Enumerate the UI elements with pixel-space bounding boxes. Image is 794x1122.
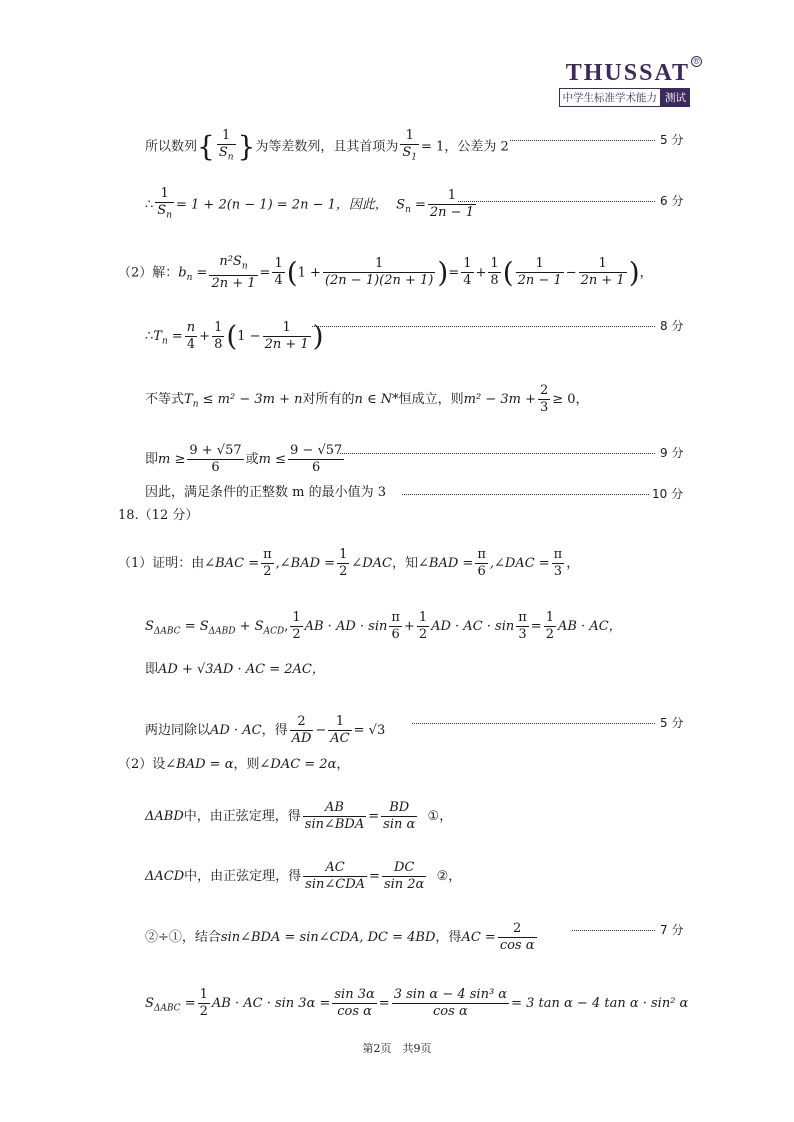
sub: n [186,272,193,283]
text: ∴ [145,197,154,213]
text: 中，由正弦定理，得 [184,869,302,884]
text: = [448,265,460,281]
text: = [378,996,390,1011]
text: = [184,996,196,1011]
den: AD [291,731,312,746]
den [155,203,174,224]
line-12 [145,714,385,747]
text: 1 + [297,265,321,281]
text: ②， [436,869,462,884]
fraction [187,443,243,476]
paren: ( [286,255,298,289]
fraction [263,320,311,353]
text: S [145,619,154,634]
fraction [198,987,210,1020]
text: 不等式 [145,392,185,407]
num: 1 [263,320,311,337]
num: 2 [290,714,314,731]
num: 1 [328,714,351,731]
thussat-logo [559,57,701,107]
text: T [184,392,193,407]
fraction [400,128,419,166]
text: ∠BAD = α [165,757,234,772]
text: + [475,265,487,281]
num: 1 [323,256,435,273]
fraction [544,610,556,643]
num: 1 [214,320,223,335]
den: 3 [518,627,527,642]
text: = [368,809,380,824]
text: m ≤ [258,452,287,467]
text: ，知 [392,556,419,571]
logo-subtitle [559,88,691,107]
text: 或 [245,452,259,467]
num: 1 [545,610,554,625]
num [209,254,257,276]
line-15 [145,860,461,893]
sub: ΔABC [153,626,181,637]
text: 两边同除以 [145,723,211,738]
den: 2n + 1 [211,275,256,291]
text: AB · AC， [557,619,622,634]
text: m² − 3m + [463,392,536,407]
sub: 1 [411,152,418,163]
den: 2n − 1 [517,273,562,289]
num: 9 + √57 [189,443,242,458]
den: 2 [263,564,272,579]
sub: n [166,210,172,221]
den [400,145,419,166]
den: 4 [463,273,472,289]
fraction [461,256,473,289]
num: AB [303,800,366,817]
den: 2 [199,1004,208,1019]
line-4 [145,320,324,353]
num: DC [382,860,426,877]
fraction [382,860,426,893]
fraction [303,860,367,893]
num: π [518,610,527,625]
text: ,∠BAD = [275,556,336,571]
text: = [171,329,183,344]
text: ①， [427,809,453,824]
num: 2 [498,921,537,938]
den: sin α [383,817,416,832]
text: ，得 [261,723,288,738]
line-16 [145,921,539,954]
sub: n [405,204,411,215]
logo-sub-b: 测试 [661,88,690,107]
text: ∴ [145,329,154,344]
text: sin∠BDA = sin∠CDA, DC = 4BD [220,930,436,945]
line-13 [118,756,349,774]
den-text: S [218,145,228,160]
num: 1 [490,256,499,272]
fraction [217,128,236,166]
den: 4 [186,337,196,352]
num: 1 [400,128,419,145]
brace-open: { [197,129,215,163]
score: 5 分 [660,716,684,730]
den: 6 [391,627,400,642]
num: π [477,547,486,562]
line-7: 因此，满足条件的正整数 m 的最小值为 3 [145,485,386,500]
num: 1 [579,256,627,273]
den: 2 [418,627,428,642]
text: 1 − [237,329,261,344]
text: ,∠DAC = [489,556,550,571]
sub: n [192,399,199,410]
line-9 [118,547,579,580]
text: = [415,197,426,213]
num: 9 − √57 [290,443,343,458]
num: 1 [199,987,208,1002]
dotted-leader [510,140,655,141]
text: m ≥ [158,452,186,467]
den: sin∠CDA [305,877,366,892]
text: ΔACD [145,869,185,884]
text: , [284,619,289,634]
den: 4 [274,273,283,289]
num-text: n²S [219,254,242,269]
text: = √3 [353,723,386,738]
fraction [185,320,197,353]
text: = S [184,619,209,634]
den: 2n − 1 [429,205,474,221]
fraction [552,547,565,580]
paren: ( [502,255,514,289]
fraction [381,800,417,833]
line-1 [145,128,509,166]
dotted-leader [572,930,655,931]
den-text: S [157,203,167,218]
num: AC [303,860,367,877]
fraction [272,256,284,289]
text: = 1 + 2(n − 1) = 2n − 1，因此， [175,197,388,213]
text: AD + √3AD · AC = 2AC， [158,662,325,677]
den: cos α [499,938,535,953]
num: 1 [155,186,174,203]
den: sin∠BDA [304,817,365,832]
score: 7 分 [660,923,684,937]
line-17 [145,987,688,1020]
fraction [428,188,476,221]
text: b [178,265,187,281]
fraction [488,256,500,289]
paren: ) [312,319,324,353]
den: 2n + 1 [264,337,309,352]
sub: n [161,336,168,347]
brace-close: } [237,129,256,163]
text: ，得 [435,930,462,945]
fraction [155,186,174,224]
num: sin 3α [334,987,375,1002]
den: (2n − 1)(2n + 1) [324,273,434,289]
den: 8 [490,273,499,289]
den: 6 [312,460,321,475]
den: 2 [339,564,348,579]
fraction [323,256,435,289]
sub: n [227,152,234,163]
text: = 1，公差为 2 [421,139,509,155]
num: π [263,547,272,562]
dotted-leader [458,201,655,202]
text: = 3 tan α − 4 tan α · sin² α [511,996,689,1011]
fraction [516,610,529,643]
text: ∠DAC [351,556,392,571]
fraction [475,547,488,580]
question-18-header: 18.（12 分） [118,508,199,523]
fraction [328,714,351,747]
fraction [212,320,224,353]
num: 1 [428,188,476,205]
line-5 [145,383,589,416]
text: 即 [145,452,159,467]
paren: ) [437,255,449,289]
den: 3 [539,400,549,415]
num: BD [381,800,417,817]
den: cos α [337,1004,372,1019]
den: 6 [477,564,486,579]
fraction [498,921,537,954]
fraction [290,714,314,747]
line-2 [145,186,478,224]
text: n ∈ N* [354,392,399,407]
fraction [516,256,564,289]
text: ≥ 0， [552,392,589,407]
dotted-leader [412,723,655,724]
den: AC [330,731,350,746]
fraction [261,547,274,580]
sub: ΔABC [153,1003,181,1014]
text: 恒成立，则 [398,392,464,407]
den: 2n + 1 [580,273,625,289]
text: AB · AC · sin 3α = [211,996,331,1011]
fraction [392,987,509,1020]
sub: ΔABD [208,626,236,637]
fraction [332,987,376,1020]
line-11 [145,661,325,679]
text: = [259,265,271,281]
den: 8 [214,337,223,352]
text: 中，由正弦定理，得 [183,809,301,824]
line-6 [145,443,346,476]
paren: ) [628,255,640,289]
text: − [315,723,327,738]
num: n [186,320,196,335]
fraction [288,443,344,476]
text: + [199,329,211,344]
text: ， [336,757,350,772]
text: + [403,619,415,634]
fraction [209,254,257,292]
text: ∠BAD = [418,556,474,571]
text: （1）证明：由 [118,556,205,571]
text: = [530,619,542,634]
paren: ( [226,319,238,353]
score: 8 分 [660,319,684,333]
den: sin 2α [383,877,425,892]
num: 1 [463,256,472,272]
page-footer: 第2页 共9页 [362,1042,432,1055]
text: ∠DAC = 2α [259,757,337,772]
num: 1 [418,610,428,625]
num: 1 [292,610,301,625]
fraction [417,610,429,643]
line-3 [118,254,653,292]
line-10 [145,610,622,643]
den: 6 [211,460,220,475]
fraction [389,610,402,643]
registered-icon: ® [692,57,701,66]
score: 5 分 [660,133,684,147]
den [217,145,236,166]
text: 对所有的 [302,392,355,407]
logo-title: THUSSAT [565,60,690,86]
score: 9 分 [660,446,684,460]
text: S [145,996,154,1011]
num: 3 sin α − 4 sin³ α [393,987,508,1002]
text: ∠BAC = [204,556,260,571]
logo-sub-a: 中学生标准学术能力 [559,88,662,107]
den: 2 [292,627,301,642]
num: π [553,547,563,562]
score: 6 分 [660,194,684,208]
den: 2 [545,627,554,642]
text: S [396,197,406,213]
fraction [538,383,550,416]
line-14 [145,800,452,833]
fraction [337,547,349,580]
text: 即 [145,662,159,677]
num: 1 [339,547,348,562]
text: ②÷①，结合 [145,930,221,945]
text: AC = [461,930,496,945]
text: ， [639,265,653,281]
dotted-leader [340,453,655,454]
fraction [303,800,366,833]
text: 所以数列 [145,139,198,155]
text: ，则 [233,757,260,772]
den: 3 [553,564,563,579]
text: 为等差数列，且其首项为 [255,139,399,155]
fraction [579,256,627,289]
text: AD · AC [210,723,262,738]
text: ΔABD [145,809,184,824]
sub: ACD [263,626,285,637]
text: − [565,265,577,281]
text: AB · AD · sin [304,619,388,634]
num: 1 [274,256,283,272]
text: AD · AC · sin [431,619,515,634]
sub: n [241,261,248,272]
num: 1 [516,256,564,273]
num: 2 [539,383,549,398]
score: 10 分 [652,487,684,501]
fraction [290,610,302,643]
den-text: S [402,145,412,160]
text: T [153,329,162,344]
den: cos α [433,1004,468,1019]
dotted-leader [402,494,649,495]
text: = [196,265,208,281]
text: ≤ m² − 3m + n [202,392,303,407]
text: ， [566,556,580,571]
num: 1 [217,128,236,145]
text: （2）设 [118,757,166,772]
text: = [369,869,380,884]
dotted-leader [312,326,655,327]
text: + S [239,619,264,634]
num: π [391,610,400,625]
text: （2）解： [118,265,179,281]
